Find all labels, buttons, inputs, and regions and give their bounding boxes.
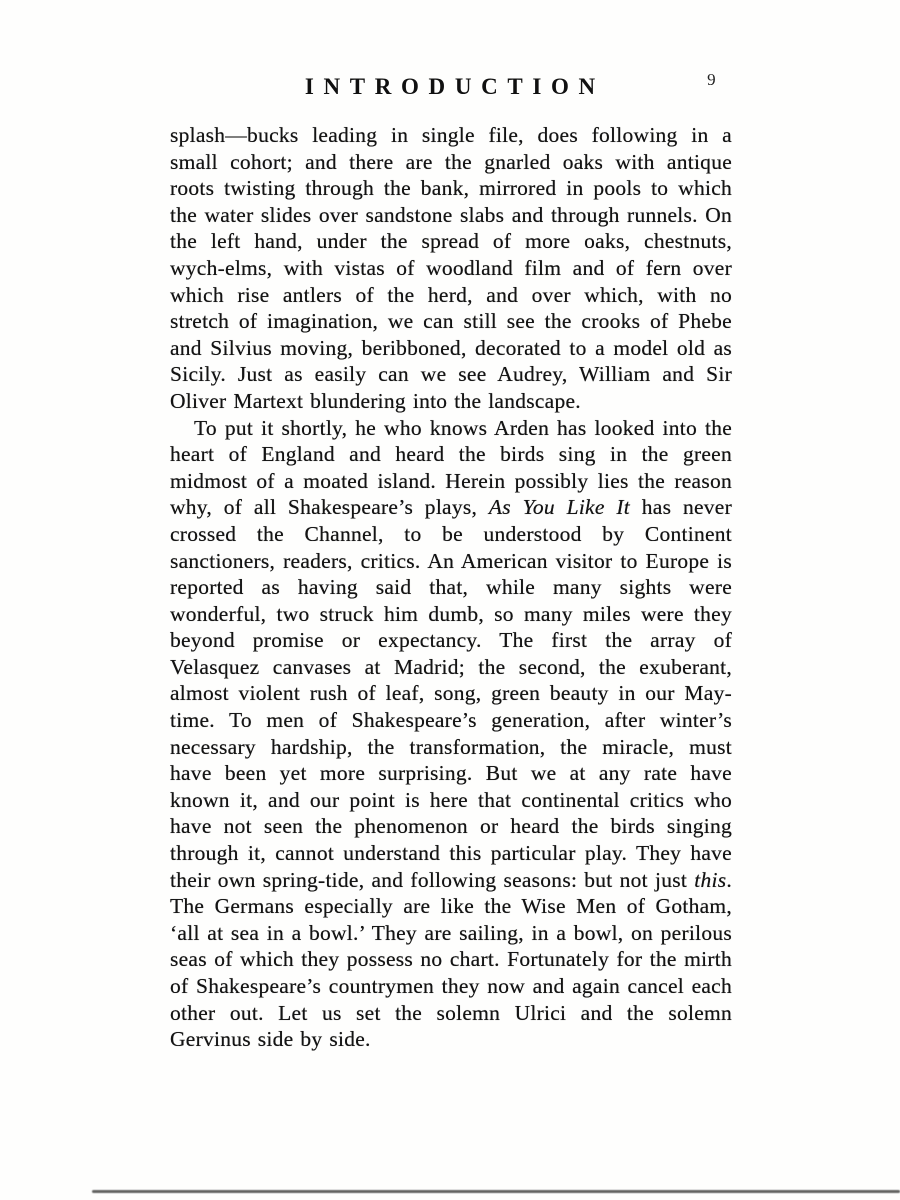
page-header [170,70,730,108]
paragraph [170,122,732,415]
text-run: . The Germans especially are like the Wise Men of Gotham, ‘all at sea in a bowl.’ They are sailing, in a bowl, on perilous seas of which they possess no chart. Fortunately for the mirth of Shakespeare’s countrymen they now and again cancel each other out. Let us set the solemn Ulrici and the solemn Gervinus side by side. [170,867,732,1052]
chapter-title: INTRODUCTION [304,74,605,99]
text-run: has never crossed the Channel, to be understood by Continent sanctioners, readers, critics. An American visitor to Europe is reported as having said that, while many sights were wonderful, two struck him dumb, so many miles were they beyond promise or expectancy. The first the array of Velasquez canvases at Madrid; the second, the exuberant, almost violent rush of leaf, song, green beauty in our May-time. To men of Shakespeare’s generation, after winter’s necessary hardship, the transformation, the miracle, must have been yet more surprising. But we at any rate have known it, and our point is here that continental critics who have not seen the phenomenon or heard the birds singing through it, cannot understand this particular play. They have their own spring-tide, and following seasons: but not just [170,495,732,892]
text-run: As You Like It [488,495,631,520]
body-text [170,122,732,1053]
text-run: splash—bucks leading in single file, does following in a small cohort; and there are the gnarled oaks with antique roots twisting through the bank, mirrored in pools to which the water slides over sandstone slabs and through runnels. On the left hand, under the spread of more oaks, chestnuts, wych-elms, with vistas of woodland film and of fern over which rise antlers of the herd, and over which, with no stretch of imagination, we can still see the crooks of Phebe and Silvius moving, beribboned, decorated to a model old as Sicily. Just as easily can we see Audrey, William and Sir Oliver Martext blundering into the landscape. [170,123,732,413]
page-number: 9 [707,70,716,89]
scan-edge-artifact [92,1190,900,1193]
paragraph [170,415,732,1053]
text-run: this [694,867,727,892]
text-run: To put it shortly, he who knows Arden has looked into the heart of England and heard the birds sing in the green midmost of a moated island. Herein possibly lies the reason why, of all Shakespeare’s plays, [170,415,732,520]
